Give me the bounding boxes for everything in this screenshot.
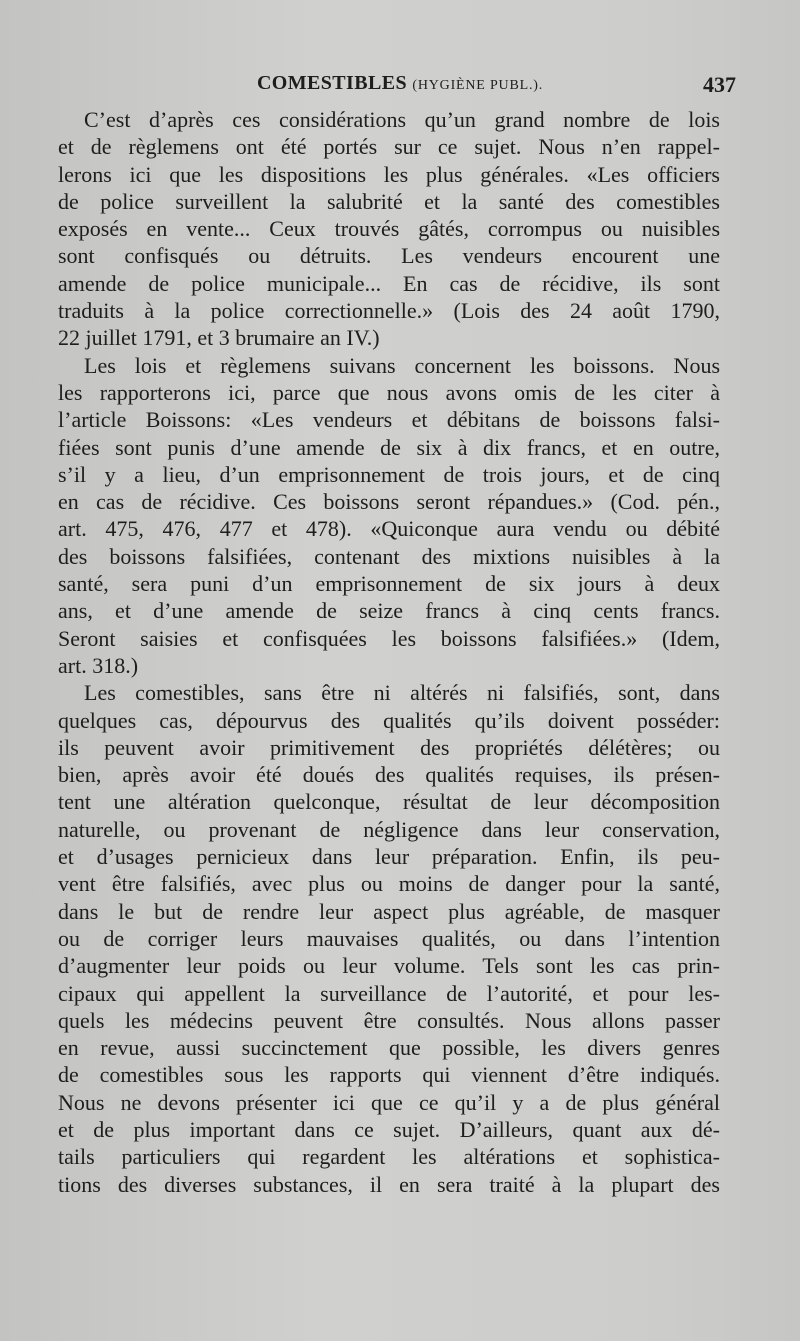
text-line: tails particuliers qui regardent les altérations et sophistica- [58,1144,720,1170]
running-head [60,72,740,95]
running-head-subtitle: (HYGIÈNE PUBL.). [412,78,544,93]
text-line: s’il y a lieu, d’un emprisonnement de trois jours, et de cinq [58,461,720,487]
text-line: ans, et d’une amende de seize francs à cinq cents francs. [58,598,720,624]
page-header [60,72,740,106]
text-line: de police surveillent la salubrité et la santé des comestibles [58,188,720,214]
text-line: les rapporterons ici, parce que nous avons omis de les citer à [58,379,720,405]
text-line: art. 475, 476, 477 et 478). «Quiconque aura vendu ou débité [58,516,720,542]
text-line: et d’usages pernicieux dans leur préparation. Enfin, ils peu- [58,844,720,870]
body-text [58,106,720,1198]
text-line: bien, après avoir été doués des qualités requises, ils présen- [58,762,720,788]
text-line: ou de corriger leurs mauvaises qualités, ou dans l’intention [58,925,720,951]
text-line: exposés en vente... Ceux trouvés gâtés, corrompus ou nuisibles [58,216,720,242]
text-line: amende de police municipale... En cas de récidive, ils sont [58,270,720,296]
text-line: quels les médecins peuvent être consultés. Nous allons passer [58,1007,720,1033]
text-line: sont confisqués ou détruits. Les vendeurs encourent une [58,243,720,269]
text-line: en cas de récidive. Ces boissons seront répandues.» (Cod. pén., [58,489,720,515]
text-line: des boissons falsifiées, contenant des mixtions nuisibles à la [58,543,720,569]
text-line: naturelle, ou provenant de négligence dans leur conservation, [58,816,720,842]
text-line: Les comestibles, sans être ni altérés ni falsifiés, sont, dans [84,680,720,706]
text-line: Les lois et règlemens suivans concernent les boissons. Nous [84,352,720,378]
text-line: Nous ne devons présenter ici que ce qu’il y a de plus général [58,1089,720,1115]
text-line: ils peuvent avoir primitivement des propriétés délétères; ou [58,734,720,760]
text-line: tent une altération quelconque, résultat de leur décomposition [58,789,720,815]
running-head-title: COMESTIBLES [256,72,407,94]
text-line: et de règlemens ont été portés sur ce sujet. Nous n’en rappel- [58,134,720,160]
text-line: l’article Boissons: «Les vendeurs et débitans de boissons falsi- [58,407,720,433]
text-line: lerons ici que les dispositions les plus générales. «Les officiers [58,161,720,187]
page-number: 437 [703,72,736,97]
text-line: santé, sera puni d’un emprisonnement de six jours à deux [58,571,720,597]
text-line: traduits à la police correctionnelle.» (Lois des 24 août 1790, [58,298,720,324]
text-line: en revue, aussi succinctement que possible, les divers genres [58,1035,720,1061]
text-line: C’est d’après ces considérations qu’un grand nombre de lois [84,107,720,132]
text-line: cipaux qui appellent la surveillance de l’autorité, et pour les- [58,980,720,1006]
text-line: d’augmenter leur poids ou leur volume. Tels sont les cas prin- [58,953,720,979]
text-line: quelques cas, dépourvus des qualités qu’ils doivent posséder: [58,707,720,733]
text-line: de comestibles sous les rapports qui viennent d’être indiqués. [58,1062,720,1088]
text-line: vent être falsifiés, avec plus ou moins de danger pour la santé, [58,871,720,897]
text-line: dans le but de rendre leur aspect plus agréable, de masquer [58,898,720,924]
text-line: art. 318.) [58,652,139,678]
text-line: et de plus important dans ce sujet. D’ailleurs, quant aux dé- [58,1116,720,1142]
text-line: fiées sont punis d’une amende de six à dix francs, et en outre, [58,434,720,460]
text-line: Seront saisies et confisquées les boissons falsifiées.» (Idem, [58,625,720,651]
text-line: 22 juillet 1791, et 3 brumaire an IV.) [58,325,380,351]
text-line: tions des diverses substances, il en sera traité à la plupart des [58,1171,720,1197]
